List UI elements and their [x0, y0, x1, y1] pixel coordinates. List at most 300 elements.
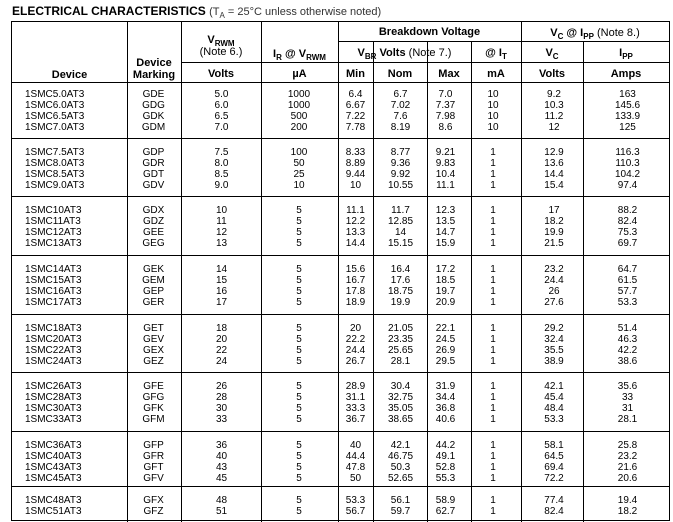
cell-ir: 5 — [296, 297, 302, 308]
cell-ipp: 69.7 — [617, 238, 638, 249]
cell-vc: 13.6 — [544, 158, 564, 169]
cell-marking: GDX — [142, 205, 165, 216]
cell-vbr-min: 16.7 — [345, 275, 366, 286]
cell-vbr-min: 20 — [349, 323, 362, 334]
cell-ir: 1000 — [287, 89, 311, 100]
cell-vbr-nom: 25.65 — [387, 345, 414, 356]
cell-ipp: 19.4 — [617, 495, 638, 506]
cell-device: 1SMC45AT3 — [25, 473, 82, 484]
table-row — [12, 112, 669, 122]
header-divider — [12, 82, 669, 83]
group-divider — [12, 255, 669, 256]
cell-vbr-min: 7.22 — [345, 111, 366, 122]
cell-it: 1 — [490, 334, 496, 345]
cell-vbr-max: 22.1 — [435, 323, 456, 334]
cell-vrwm: 8.0 — [214, 158, 229, 169]
header-ipp: $I_{PP}$ — [619, 47, 633, 62]
cell-vrwm: 28 — [215, 392, 228, 403]
cell-vbr-nom: 14 — [394, 227, 407, 238]
cell-device: 1SMC5.0AT3 — [25, 89, 85, 100]
cell-marking: GDR — [142, 158, 165, 169]
cell-vrwm: 48 — [215, 495, 228, 506]
cell-device: 1SMC26AT3 — [25, 381, 82, 392]
cell-it: 1 — [490, 451, 496, 462]
cell-vbr-max: 20.9 — [435, 297, 456, 308]
cell-vbr-max: 58.9 — [435, 495, 456, 506]
cell-vrwm: 18 — [215, 323, 228, 334]
cell-ir: 5 — [296, 205, 302, 216]
cell-vbr-min: 6.4 — [348, 89, 363, 100]
cell-ir: 5 — [296, 227, 302, 238]
table-row — [12, 298, 669, 308]
cell-it: 1 — [490, 147, 496, 158]
cell-vbr-max: 8.6 — [438, 122, 453, 133]
cell-vbr-max: 7.37 — [435, 100, 456, 111]
cell-vbr-min: 14.4 — [345, 238, 366, 249]
title-main: ELECTRICAL CHARACTERISTICS — [12, 4, 206, 18]
cell-ipp: 51.4 — [617, 323, 638, 334]
header-ir-unit: µA — [292, 68, 307, 80]
header-nom: Nom — [387, 68, 413, 80]
cell-vbr-nom: 9.36 — [390, 158, 411, 169]
cell-vbr-max: 17.2 — [435, 264, 456, 275]
cell-vbr-max: 14.7 — [435, 227, 456, 238]
cell-vbr-min: 7.78 — [345, 122, 366, 133]
cell-it: 1 — [490, 286, 496, 297]
table-row — [12, 463, 669, 473]
cell-marking: GEV — [142, 334, 165, 345]
cell-marking: GER — [142, 297, 165, 308]
cell-vbr-min: 8.89 — [345, 158, 366, 169]
cell-vbr-min: 15.6 — [345, 264, 366, 275]
table-row — [12, 346, 669, 356]
cell-ipp: 31 — [621, 403, 634, 414]
cell-vbr-max: 19.7 — [435, 286, 456, 297]
header-vc-at-ipp: $V_C$ @ $I_{PP}$ (Note 8.) — [550, 27, 640, 42]
cell-marking: GFK — [143, 403, 164, 414]
cell-ipp: 125 — [619, 122, 636, 133]
header-vrwm: $V_{RWM}$ (Note 6.) — [199, 34, 243, 58]
cell-vc: 14.4 — [544, 169, 564, 180]
cell-it: 1 — [490, 169, 496, 180]
cell-ipp: 133.9 — [614, 111, 641, 122]
cell-vbr-min: 36.7 — [345, 414, 366, 425]
cell-vrwm: 24 — [215, 356, 228, 367]
cell-ir: 10 — [293, 180, 305, 191]
cell-ir: 5 — [296, 264, 302, 275]
cell-vbr-min: 13.3 — [345, 227, 366, 238]
cell-vbr-nom: 7.02 — [390, 100, 411, 111]
cell-vbr-nom: 46.75 — [387, 451, 414, 462]
cell-vbr-max: 15.9 — [435, 238, 456, 249]
cell-ir: 5 — [296, 440, 302, 451]
cell-ipp: 20.6 — [617, 473, 638, 484]
cell-marking: GFV — [143, 473, 164, 484]
cell-vbr-nom: 12.85 — [387, 216, 414, 227]
cell-vc: 9.2 — [547, 89, 561, 100]
cell-vc: 23.2 — [544, 264, 564, 275]
cell-vrwm: 12 — [215, 227, 228, 238]
cell-device: 1SMC36AT3 — [25, 440, 82, 451]
cell-device: 1SMC6.5AT3 — [25, 111, 85, 122]
cell-vrwm: 43 — [215, 462, 228, 473]
cell-ipp: 110.3 — [615, 158, 640, 169]
cell-marking: GDE — [142, 89, 165, 100]
cell-vrwm: 36 — [215, 440, 228, 451]
group-divider — [12, 486, 669, 487]
cell-vrwm: 22 — [215, 345, 228, 356]
cell-vbr-nom: 19.9 — [390, 297, 411, 308]
cell-ipp: 46.3 — [617, 334, 638, 345]
cell-ir: 500 — [290, 111, 308, 122]
cell-marking: GEZ — [143, 356, 164, 367]
cell-ir: 5 — [296, 238, 302, 249]
cell-vc: 42.1 — [544, 381, 564, 392]
cell-vbr-nom: 23.35 — [387, 334, 414, 345]
cell-vbr-max: 11.1 — [436, 180, 455, 191]
table-row — [12, 90, 669, 100]
cell-vc: 48.4 — [544, 403, 564, 414]
cell-vbr-max: 34.4 — [435, 392, 456, 403]
group-divider — [12, 314, 669, 315]
cell-it: 1 — [490, 238, 496, 249]
cell-ir: 100 — [290, 147, 308, 158]
cell-marking: GEM — [142, 275, 165, 286]
cell-vbr-nom: 21.05 — [387, 323, 414, 334]
cell-vbr-nom: 6.7 — [393, 89, 408, 100]
cell-ipp: 88.2 — [617, 205, 638, 216]
cell-marking: GFM — [142, 414, 165, 425]
cell-ir: 5 — [296, 286, 302, 297]
cell-vbr-max: 24.5 — [435, 334, 456, 345]
table-row — [12, 181, 669, 191]
cell-ipp: 18.2 — [617, 506, 638, 517]
cell-it: 10 — [487, 100, 499, 111]
cell-it: 1 — [490, 227, 496, 238]
cell-vbr-max: 36.8 — [435, 403, 456, 414]
cell-vbr-max: 29.5 — [435, 356, 456, 367]
cell-vbr-max: 10.4 — [435, 169, 456, 180]
cell-device: 1SMC7.0AT3 — [25, 122, 85, 133]
cell-ir: 5 — [296, 323, 302, 334]
cell-vbr-nom: 11.7 — [391, 205, 410, 216]
table-row — [12, 415, 669, 425]
cell-marking: GEP — [142, 286, 165, 297]
cell-ipp: 75.3 — [617, 227, 638, 238]
header-device-marking: Device Marking — [132, 57, 176, 81]
cell-vc: 12 — [548, 122, 560, 133]
cell-ipp: 61.5 — [617, 275, 638, 286]
cell-vbr-nom: 38.65 — [387, 414, 414, 425]
cell-ipp: 116.3 — [615, 147, 640, 158]
table-row — [12, 452, 669, 462]
cell-ipp: 35.6 — [617, 381, 638, 392]
header-breakdown-voltage: Breakdown Voltage — [378, 26, 481, 38]
cell-ir: 5 — [296, 356, 302, 367]
cell-ir: 25 — [293, 169, 305, 180]
cell-ir: 5 — [296, 216, 302, 227]
cell-vrwm: 7.5 — [214, 147, 229, 158]
cell-ipp: 104.2 — [614, 169, 641, 180]
cell-vbr-nom: 16.4 — [390, 264, 411, 275]
cell-vrwm: 45 — [215, 473, 228, 484]
cell-device: 1SMC18AT3 — [25, 323, 82, 334]
cell-ipp: 33 — [621, 392, 634, 403]
cell-marking: GFT — [143, 462, 164, 473]
cell-marking: GFP — [143, 440, 164, 451]
table-row — [12, 228, 669, 238]
header-ipp-unit: Amps — [610, 68, 642, 80]
cell-vbr-min: 17.8 — [345, 286, 366, 297]
group-divider — [12, 138, 669, 139]
cell-vbr-nom: 7.6 — [393, 111, 408, 122]
cell-it: 1 — [490, 216, 496, 227]
table-row — [12, 159, 669, 169]
cell-vbr-nom: 35.05 — [387, 403, 414, 414]
cell-vc: 82.4 — [544, 506, 564, 517]
cell-marking: GEG — [142, 238, 165, 249]
cell-vbr-nom: 8.77 — [390, 147, 411, 158]
table-row — [12, 148, 669, 158]
cell-marking: GFZ — [143, 506, 164, 517]
cell-vc: 45.4 — [544, 392, 564, 403]
cell-vc: 58.1 — [544, 440, 564, 451]
cell-vbr-min: 50 — [349, 473, 362, 484]
cell-vbr-min: 6.67 — [345, 100, 366, 111]
cell-ir: 5 — [296, 334, 302, 345]
cell-marking: GFG — [142, 392, 165, 403]
cell-vrwm: 26 — [215, 381, 228, 392]
cell-device: 1SMC8.5AT3 — [25, 169, 85, 180]
header-min: Min — [346, 68, 365, 80]
cell-it: 1 — [490, 506, 496, 517]
cell-vbr-min: 28.9 — [345, 381, 366, 392]
cell-ir: 5 — [296, 495, 302, 506]
cell-vbr-max: 9.21 — [435, 147, 456, 158]
cell-ipp: 25.8 — [617, 440, 638, 451]
cell-marking: GDM — [141, 122, 166, 133]
cell-vbr-nom: 9.92 — [390, 169, 411, 180]
cell-vbr-min: 8.33 — [345, 147, 366, 158]
cell-vrwm: 40 — [215, 451, 228, 462]
cell-it: 1 — [490, 495, 496, 506]
cell-vbr-nom: 42.1 — [390, 440, 411, 451]
header-it-unit: mA — [487, 68, 505, 80]
table-row — [12, 357, 669, 367]
table-row — [12, 123, 669, 133]
cell-ipp: 53.3 — [617, 297, 638, 308]
cell-vc: 24.4 — [544, 275, 564, 286]
cell-vc: 17 — [548, 205, 560, 216]
cell-vc: 27.6 — [544, 297, 564, 308]
cell-it: 1 — [490, 414, 496, 425]
cell-ir: 5 — [296, 462, 302, 473]
table-row — [12, 382, 669, 392]
cell-it: 1 — [490, 440, 496, 451]
table-row — [12, 217, 669, 227]
cell-vrwm: 16 — [215, 286, 228, 297]
cell-device: 1SMC40AT3 — [25, 451, 82, 462]
table-row — [12, 265, 669, 275]
cell-ir: 5 — [296, 345, 302, 356]
cell-vbr-min: 40 — [349, 440, 362, 451]
cell-ipp: 57.7 — [617, 286, 638, 297]
cell-vbr-max: 7.98 — [435, 111, 456, 122]
cell-ir: 5 — [296, 403, 302, 414]
table-row — [12, 441, 669, 451]
cell-vc: 77.4 — [544, 495, 564, 506]
cell-vc: 26 — [548, 286, 560, 297]
group-divider — [12, 196, 669, 197]
cell-it: 1 — [490, 462, 496, 473]
cell-ipp: 163 — [619, 89, 636, 100]
header-device: Device — [51, 69, 88, 81]
cell-device: 1SMC43AT3 — [25, 462, 82, 473]
header-ir: $I_R$ @ $V_{RWM}$ — [273, 48, 326, 63]
cell-vbr-min: 31.1 — [345, 392, 366, 403]
cell-device: 1SMC6.0AT3 — [25, 100, 85, 111]
header-vc-unit: Volts — [538, 68, 566, 80]
cell-it: 1 — [490, 403, 496, 414]
cell-vc: 11.2 — [544, 111, 564, 122]
cell-marking: GEK — [142, 264, 165, 275]
cell-vbr-nom: 30.4 — [390, 381, 411, 392]
cell-vbr-max: 52.8 — [435, 462, 456, 473]
cell-ir: 5 — [296, 392, 302, 403]
table-row — [12, 474, 669, 484]
cell-device: 1SMC51AT3 — [25, 506, 82, 517]
cell-vbr-min: 22.2 — [345, 334, 366, 345]
cell-marking: GFE — [143, 381, 164, 392]
section-title — [12, 4, 381, 20]
cell-device: 1SMC10AT3 — [25, 205, 82, 216]
cell-device: 1SMC15AT3 — [25, 275, 82, 286]
cell-it: 1 — [490, 473, 496, 484]
cell-device: 1SMC20AT3 — [25, 334, 82, 345]
group-divider — [12, 372, 669, 373]
cell-device: 1SMC48AT3 — [25, 495, 82, 506]
cell-marking: GDT — [142, 169, 165, 180]
cell-device: 1SMC16AT3 — [25, 286, 82, 297]
cell-vbr-min: 12.2 — [345, 216, 366, 227]
cell-it: 1 — [490, 356, 496, 367]
cell-vbr-max: 55.3 — [435, 473, 456, 484]
cell-marking: GEE — [142, 227, 165, 238]
cell-device: 1SMC30AT3 — [25, 403, 82, 414]
cell-vbr-min: 10 — [349, 180, 362, 191]
cell-vbr-max: 12.3 — [435, 205, 456, 216]
cell-vc: 19.9 — [544, 227, 564, 238]
title-condition: ($T_A = 25^\circ C$ unless otherwise noted) — [209, 6, 382, 21]
cell-ir: 5 — [296, 473, 302, 484]
cell-ipp: 23.2 — [617, 451, 638, 462]
cell-ir: 1000 — [287, 100, 311, 111]
cell-vc: 35.5 — [544, 345, 564, 356]
cell-vrwm: 9.0 — [214, 180, 229, 191]
cell-device: 1SMC7.5AT3 — [25, 147, 85, 158]
cell-ir: 5 — [296, 414, 302, 425]
cell-vbr-min: 56.7 — [345, 506, 366, 517]
cell-it: 1 — [490, 275, 496, 286]
cell-marking: GDG — [142, 100, 165, 111]
cell-marking: GET — [143, 323, 164, 334]
cell-vc: 15.4 — [544, 180, 564, 191]
cell-vbr-max: 40.6 — [435, 414, 456, 425]
cell-vc: 72.2 — [544, 473, 564, 484]
cell-vrwm: 20 — [215, 334, 228, 345]
cell-vbr-max: 13.5 — [435, 216, 456, 227]
cell-it: 1 — [490, 180, 496, 191]
cell-ir: 5 — [296, 381, 302, 392]
cell-vbr-nom: 8.19 — [390, 122, 411, 133]
cell-vc: 21.5 — [544, 238, 564, 249]
cell-vbr-max: 9.83 — [435, 158, 456, 169]
cell-marking: GDK — [142, 111, 165, 122]
cell-vc: 38.9 — [544, 356, 564, 367]
cell-ipp: 28.1 — [617, 414, 638, 425]
cell-device: 1SMC12AT3 — [25, 227, 82, 238]
cell-vbr-nom: 15.15 — [387, 238, 414, 249]
cell-vc: 32.4 — [544, 334, 564, 345]
cell-vbr-min: 11.1 — [346, 205, 365, 216]
cell-vrwm: 17 — [215, 297, 228, 308]
cell-device: 1SMC14AT3 — [25, 264, 82, 275]
cell-it: 1 — [490, 323, 496, 334]
cell-vc: 12.9 — [544, 147, 564, 158]
cell-ir: 200 — [290, 122, 308, 133]
table-row — [12, 276, 669, 286]
table-row — [12, 324, 669, 334]
table-row — [12, 393, 669, 403]
cell-it: 1 — [490, 158, 496, 169]
cell-vbr-min: 47.8 — [345, 462, 366, 473]
cell-vbr-nom: 50.3 — [390, 462, 411, 473]
table-row — [12, 170, 669, 180]
table-row — [12, 287, 669, 297]
header-vbr: $V_{BR}$ Volts (Note 7.) — [357, 47, 452, 62]
cell-marking: GFR — [142, 451, 165, 462]
cell-vrwm: 6.5 — [214, 111, 229, 122]
cell-vrwm: 10 — [215, 205, 228, 216]
cell-it: 1 — [490, 381, 496, 392]
cell-ipp: 145.6 — [614, 100, 641, 111]
cell-vrwm: 13 — [215, 238, 228, 249]
table-row — [12, 101, 669, 111]
cell-it: 1 — [490, 264, 496, 275]
cell-ipp: 21.6 — [617, 462, 638, 473]
cell-marking: GFX — [143, 495, 164, 506]
cell-vbr-min: 26.7 — [345, 356, 366, 367]
cell-vrwm: 51 — [215, 506, 228, 517]
cell-device: 1SMC24AT3 — [25, 356, 82, 367]
header-divider — [181, 62, 669, 63]
cell-vbr-max: 49.1 — [435, 451, 456, 462]
cell-vc: 64.5 — [544, 451, 564, 462]
cell-vc: 18.2 — [544, 216, 564, 227]
cell-device: 1SMC8.0AT3 — [25, 158, 85, 169]
table-row — [12, 206, 669, 216]
header-vc: $V_C$ — [545, 47, 559, 62]
cell-vc: 53.3 — [544, 414, 564, 425]
cell-vbr-nom: 18.75 — [387, 286, 414, 297]
cell-vbr-nom: 10.55 — [387, 180, 414, 191]
cell-vbr-min: 44.4 — [345, 451, 366, 462]
cell-it: 1 — [490, 205, 496, 216]
cell-vrwm: 7.0 — [214, 122, 229, 133]
cell-it: 1 — [490, 297, 496, 308]
cell-vrwm: 33 — [215, 414, 228, 425]
cell-vrwm: 30 — [215, 403, 228, 414]
